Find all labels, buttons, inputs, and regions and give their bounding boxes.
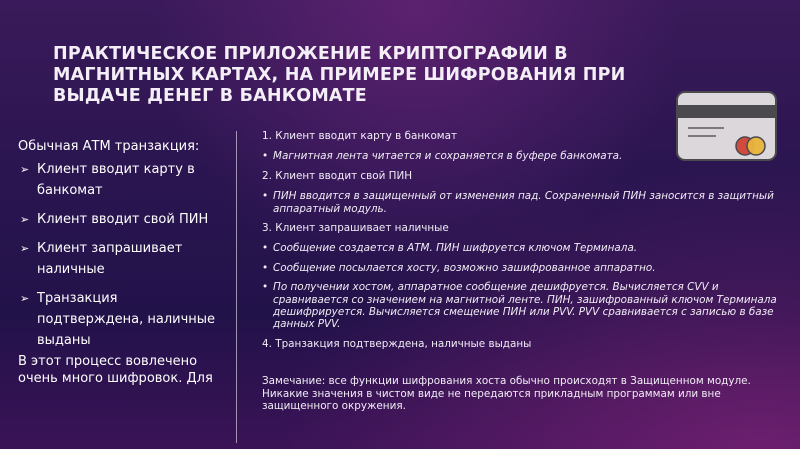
sub-item: • Сообщение посылается хосту, возможно зашифрованное аппаратно. — [262, 261, 656, 274]
step-4: 4. Транзакция подтверждена, наличные выданы — [262, 337, 532, 350]
bullet-icon: • — [262, 190, 269, 203]
left-column — [18, 138, 223, 443]
list-item: ➢ Транзакция подтверждена, наличные выданы — [18, 288, 223, 351]
step-1: 1. Клиент вводит карту в банкомат — [262, 130, 458, 142]
arrow-bullet-icon: ➢ — [20, 163, 30, 176]
bullet-icon: • — [262, 150, 269, 163]
sub-item: • ПИН вводится в защищенный от изменения пад. Сохраненный ПИН заносится в защитный аппаратный модуль. — [262, 190, 774, 215]
step-3: 3. Клиент запрашивает наличные — [262, 222, 449, 235]
slide-title: ПРАКТИЧЕСКОЕ ПРИЛОЖЕНИЕ КРИПТОГРАФИИ В МАГНИТНЫХ КАРТАХ, НА ПРИМЕРЕ ШИФРОВАНИЯ ПРИ ВЫДАЧЕ ДЕНЕГ В БАНКОМАТЕ — [53, 44, 626, 106]
left-outro: В этот процесс вовлечено очень много шифровок. Для — [18, 354, 213, 386]
arrow-bullet-icon: ➢ — [20, 213, 30, 226]
left-bullet-list — [18, 159, 223, 351]
list-item: ➢ Клиент запрашивает наличные — [18, 238, 223, 280]
bullet-icon: • — [262, 261, 269, 274]
bullet-icon: • — [262, 281, 269, 294]
sub-item: • По получении хостом, аппаратное сообщение дешифруется. Вычисляется CVV и сравнивается со значением на магнитной ленте. ПИН, зашифрованный ключом Терминала дешифрируется. Вычисляется смещение ПИН или PVV. PVV сравнивается с записью в базе данных PVV. — [262, 281, 777, 331]
arrow-bullet-icon: ➢ — [20, 292, 30, 305]
arrow-bullet-icon: ➢ — [20, 242, 30, 255]
sub-item: • Магнитная лента читается и сохраняется в буфере банкомата. — [262, 150, 623, 163]
step-2: 2. Клиент вводит свой ПИН — [262, 169, 413, 182]
bullet-icon: • — [262, 242, 269, 255]
left-intro: Обычная АТМ транзакция: — [18, 139, 200, 154]
column-divider — [236, 131, 237, 443]
list-item: ➢ Клиент вводит свой ПИН — [18, 209, 223, 230]
right-column — [262, 130, 792, 413]
sub-item: • Сообщение создается в АТМ. ПИН шифруется ключом Терминала. — [262, 242, 638, 255]
note-text: Замечание: все функции шифрования хоста обычно происходят в Защищенном модуле. Никакие значения в чистом виде не передаются прикладным программам или вне защищенного окружения. — [262, 375, 751, 413]
list-item: ➢ Клиент вводит карту в банкомат — [18, 159, 223, 201]
